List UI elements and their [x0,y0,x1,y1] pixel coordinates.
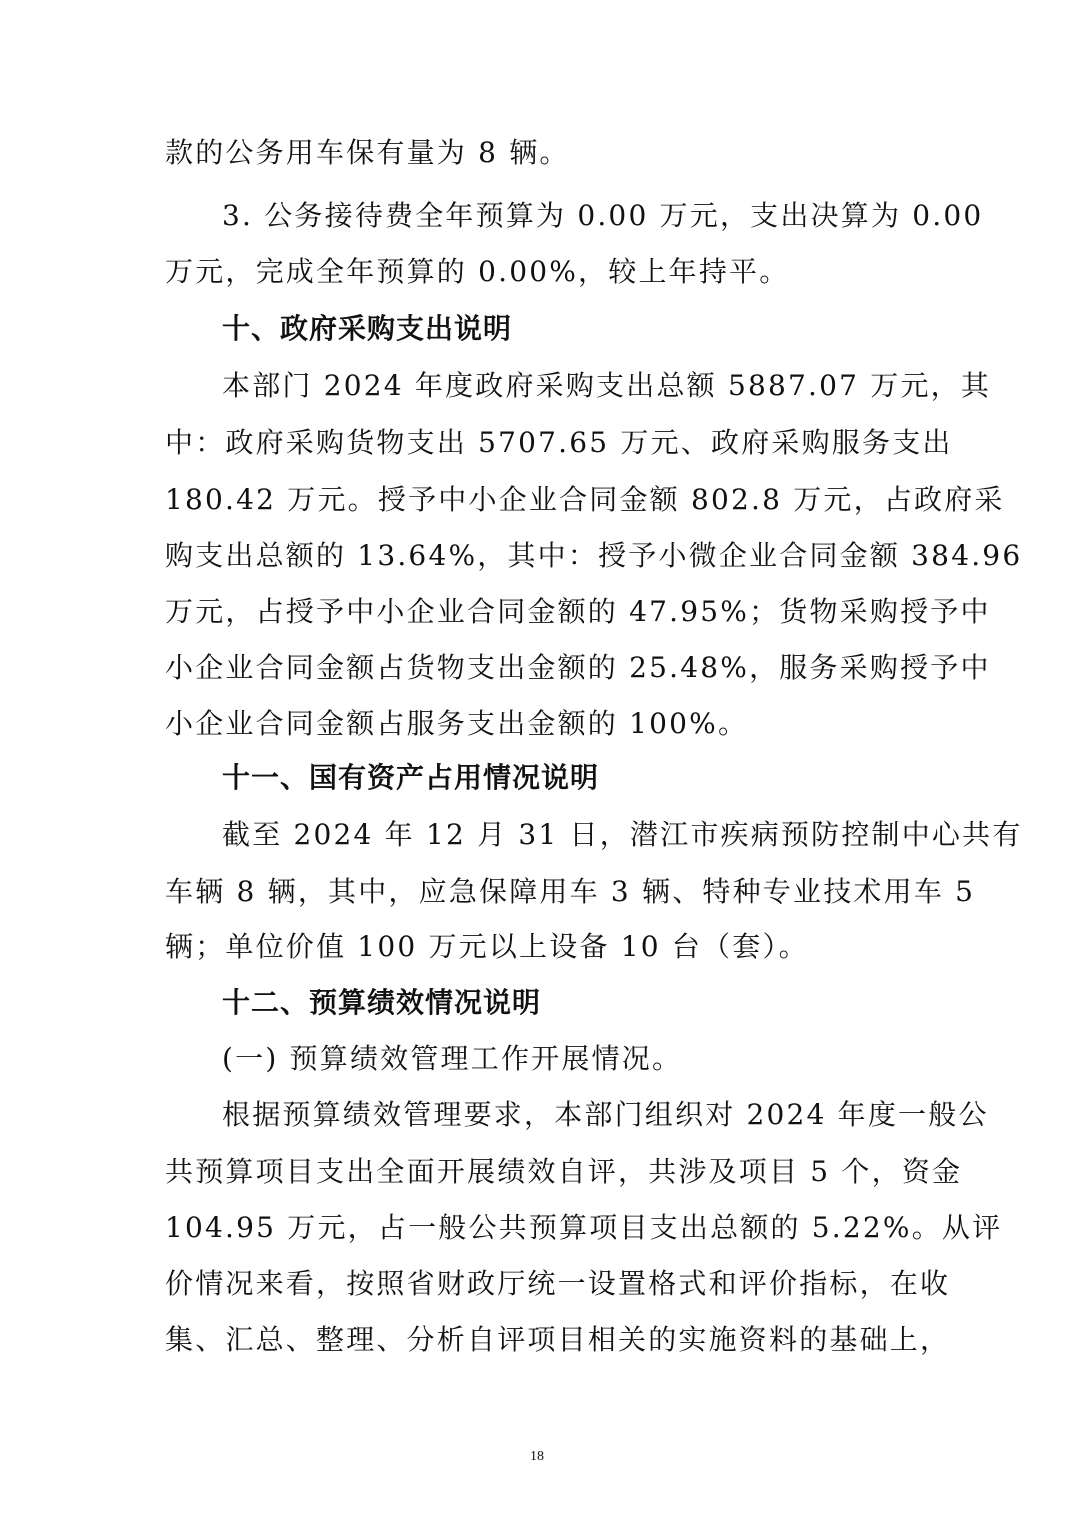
body-text-line: 小企业合同金额占服务支出金额的 100%。 [165,707,749,740]
body-text-line: 中：政府采购货物支出 5707.65 万元、政府采购服务支出 [165,426,953,459]
body-text-line: 价情况来看，按照省财政厅统一设置格式和评价指标，在收 [165,1267,951,1300]
page-number: 18 [530,1449,544,1464]
body-text-line: 万元，完成全年预算的 0.00%，较上年持平。 [165,255,790,288]
body-text-line: 万元，占授予中小企业合同金额的 47.95%；货物采购授予中 [165,595,991,628]
body-text-line: 3. 公务接待费全年预算为 0.00 万元，支出决算为 0.00 [222,199,984,232]
body-text-line: 车辆 8 辆，其中，应急保障用车 3 辆、特种专业技术用车 5 [165,875,976,908]
body-text-line: 款的公务用车保有量为 8 辆。 [165,136,570,169]
body-text-line: 根据预算绩效管理要求，本部门组织对 2024 年度一般公 [222,1098,989,1131]
body-text-line: 辆；单位价值 100 万元以上设备 10 台（套）。 [165,930,809,963]
body-text-line: 购支出总额的 13.64%，其中：授予小微企业合同金额 384.96 [165,539,1023,572]
body-text-line: 180.42 万元。授予中小企业合同金额 802.8 万元，占政府采 [165,483,1005,516]
section-heading: 十一、国有资产占用情况说明 [222,761,600,794]
body-text-line: 共预算项目支出全面开展绩效自评，共涉及项目 5 个，资金 [165,1155,963,1188]
section-heading: 十二、预算绩效情况说明 [222,986,542,1019]
body-text-line: 104.95 万元，占一般公共预算项目支出总额的 5.22%。从评 [165,1211,1003,1244]
body-text-line: 本部门 2024 年度政府采购支出总额 5887.07 万元，其 [222,369,992,402]
body-text-line: 集、汇总、整理、分析自评项目相关的实施资料的基础上， [165,1323,951,1356]
body-text-line: 截至 2024 年 12 月 31 日，潜江市疾病预防控制中心共有 [222,818,1023,851]
body-text-line: 小企业合同金额占货物支出金额的 25.48%，服务采购授予中 [165,651,991,684]
subsection-heading: (一) 预算绩效管理工作开展情况。 [222,1042,683,1075]
section-heading: 十、政府采购支出说明 [222,312,513,345]
